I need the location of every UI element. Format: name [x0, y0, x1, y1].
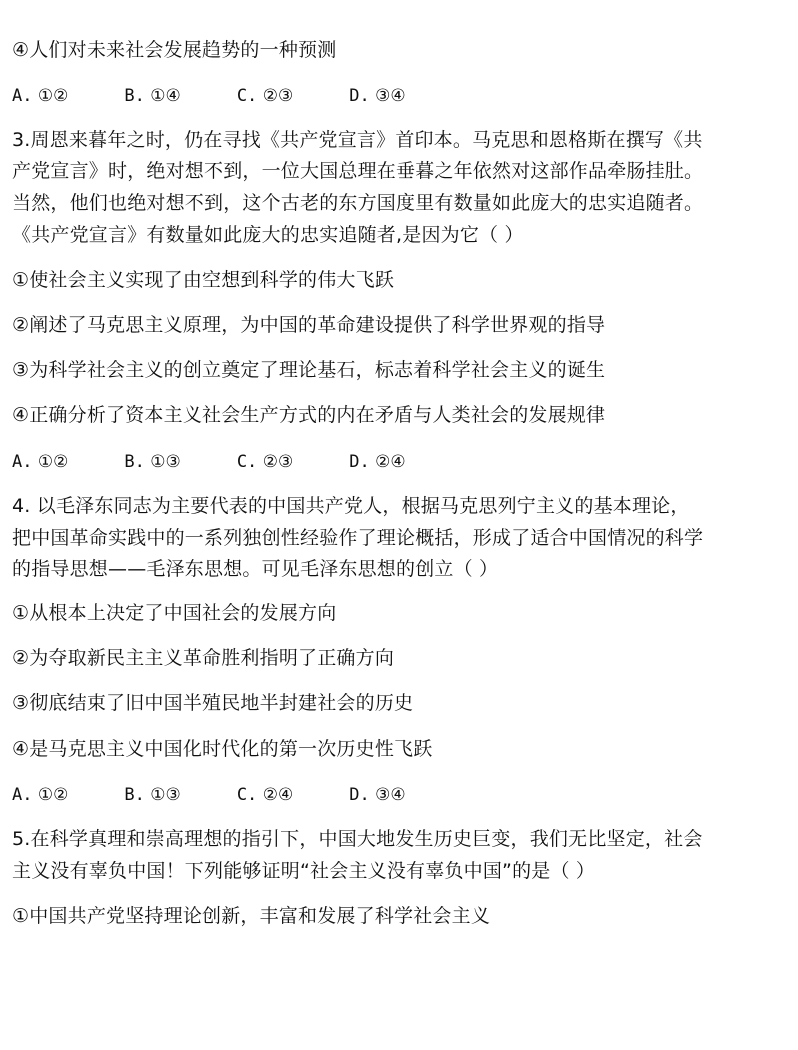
q5-option-1: ①中国共产党坚持理论创新，丰富和发展了科学社会主义	[12, 905, 491, 927]
q4-choice-a: A. ①②	[12, 785, 69, 805]
q3-option-2: ②阐述了马克思主义原理，为中国的革命建设提供了科学世界观的指导	[12, 314, 606, 336]
q3-stem-line-4: 《共产党宣言》有数量如此庞大的忠实追随者,是因为它（ ）	[12, 224, 524, 246]
q2-choices	[12, 85, 788, 107]
q3-choice-c: C. ②③	[236, 452, 294, 472]
q4-stem-line-2: 把中国革命实践中的一系列独创性经验作了理论概括，形成了适合中国情况的科学	[12, 527, 704, 549]
q4-stem-line-3: 的指导思想——毛泽东思想。可见毛泽东思想的创立（ ）	[12, 558, 499, 580]
q3-stem-line-1: 3.周恩来暮年之时，仍在寻找《共产党宣言》首印本。马克思和恩格斯在撰写《共	[12, 129, 703, 151]
q2-choice-d: D. ③④	[349, 86, 406, 106]
q4-choice-d: D. ③④	[349, 785, 406, 805]
q5-stem-line-2: 主义没有辜负中国！下列能够证明“社会主义没有辜负中国”的是（ ）	[12, 860, 596, 882]
q3-choice-d: D. ②④	[349, 452, 406, 472]
q4-option-4: ④是马克思主义中国化时代化的第一次历史性飞跃	[12, 738, 433, 760]
q4-option-3: ③彻底结束了旧中国半殖民地半封建社会的历史	[12, 692, 414, 714]
q4-choices	[12, 784, 788, 806]
q4-option-2: ②为夺取新民主主义革命胜利指明了正确方向	[12, 647, 395, 669]
q3-choice-a: A. ①②	[12, 452, 69, 472]
q4-choice-b: B. ①③	[124, 785, 181, 805]
q2-choice-b: B. ①④	[124, 86, 181, 106]
q2-choice-a: A. ①②	[12, 86, 69, 106]
q3-stem-line-3: 当然，他们也绝对想不到，这个古老的东方国度里有数量如此庞大的忠实追随者。	[12, 192, 704, 214]
q3-option-3: ③为科学社会主义的创立奠定了理论基石，标志着科学社会主义的诞生	[12, 359, 606, 381]
q4-choice-c: C. ②④	[236, 785, 294, 805]
q3-choices	[12, 451, 788, 473]
q5-stem-line-1: 5.在科学真理和崇高理想的指引下，中国大地发生历史巨变，我们无比坚定，社会	[12, 828, 703, 850]
q3-choice-b: B. ①③	[124, 452, 181, 472]
q3-stem-line-2: 产党宣言》时，绝对想不到，一位大国总理在垂暮之年依然对这部作品牵肠挂肚。	[12, 160, 704, 182]
q2-option-4: ④人们对未来社会发展趋势的一种预测	[12, 39, 337, 61]
q3-option-4: ④正确分析了资本主义社会生产方式的内在矛盾与人类社会的发展规律	[12, 404, 606, 426]
q4-option-1: ①从根本上决定了中国社会的发展方向	[12, 602, 337, 624]
q4-stem-line-1: 4. 以毛泽东同志为主要代表的中国共产党人，根据马克思列宁主义的基本理论，	[12, 495, 690, 517]
q2-choice-c: C. ②③	[236, 86, 294, 106]
q3-option-1: ①使社会主义实现了由空想到科学的伟大飞跃	[12, 269, 395, 291]
